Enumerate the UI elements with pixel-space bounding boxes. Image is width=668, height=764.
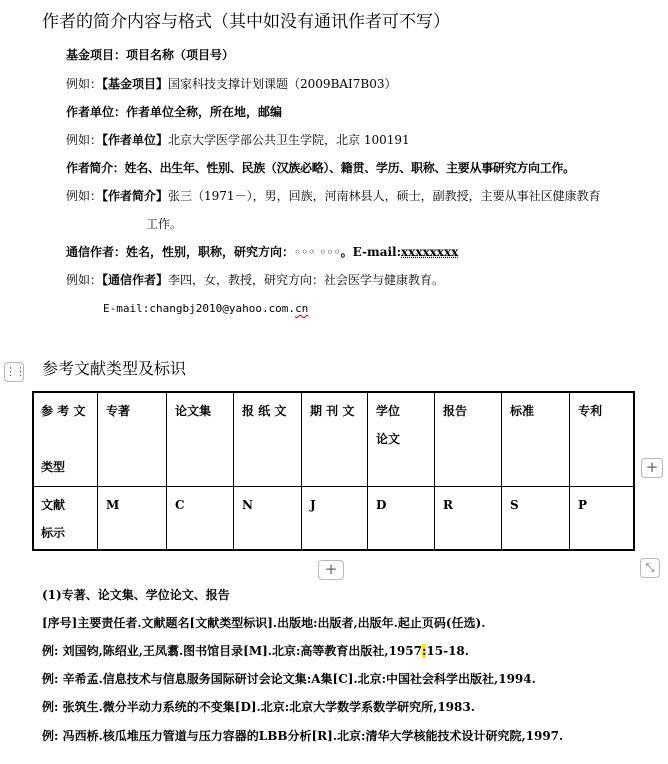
- table-cell-type-standard: 标准: [510, 404, 535, 418]
- citation-example-4: 例: 冯西桥.核瓜堆压力管道与压力容器的LBB分析[R].北京:清华大学核能技术设计研究院,1997.: [42, 729, 564, 743]
- plus-icon: +: [645, 458, 659, 476]
- table-cell-code-n: N: [242, 498, 253, 512]
- bio-example: 例如：【作者简介】张三（1971－），男，回族，河南林县人，硕士，副教授，主要从事社区健康教育: [66, 189, 601, 203]
- bio-label: 作者简介：姓名、出生年、性别、民族（汉族必略）、籍贯、学历、职称、主要从事研究方向工作。: [66, 161, 575, 175]
- corr-label: 通信作者：姓名，性别，职称，研究方向：◦◦◦ ◦◦◦。E-mail:xxxxxxxx: [66, 245, 459, 259]
- fund-example: 例如：【基金项目】国家科技支撑计划课题（2009BAI7B03）: [66, 77, 397, 91]
- corr-example: 例如：【通信作者】李四，女，教授，研究方向：社会医学与健康教育。: [66, 273, 445, 287]
- section-title-references: 参考文献类型及标识: [42, 359, 187, 378]
- citation-format: [序号]主要责任者.文献题名[文献类型标识].出版地:出版者,出版年.起止页码(任选).: [42, 616, 486, 630]
- add-row-button[interactable]: [318, 560, 344, 580]
- citation-example-3: 例: 张筑生.微分半动力系统的不变集[D].北京:北京大学数学系数学研究所,1983.: [42, 700, 475, 714]
- table-cell-type-header: 参 考 文: [41, 404, 86, 418]
- resize-icon: ⤡: [645, 561, 655, 574]
- table-cell-code-d: D: [376, 498, 387, 512]
- table-cell-code-r: R: [443, 498, 453, 512]
- add-column-button[interactable]: [641, 458, 663, 478]
- corr-email: E-mail:changbj2010@yahoo.com.cn: [103, 302, 309, 315]
- citation-example-2: 例: 辛希孟.信息技术与信息服务国际研讨会论文集:A集[C].北京:中国社会科学出版社,1994.: [42, 672, 536, 686]
- table-cell-code-c: C: [175, 498, 185, 512]
- table-cell-code-header: 文献: [41, 498, 66, 512]
- reference-type-table: [32, 391, 635, 551]
- unit-label: 作者单位：作者单位全称，所在地，邮编: [66, 105, 283, 119]
- table-cell-type-proceedings: 论文集: [175, 404, 212, 418]
- table-cell-type-header-2: 类型: [41, 460, 66, 474]
- unit-example: 例如：【作者单位】北京大学医学部公共卫生学院，北京 100191: [66, 133, 410, 147]
- citation-heading: (1)专著、论文集、学位论文、报告: [42, 588, 230, 602]
- plus-icon: +: [324, 560, 338, 578]
- citation-example-1: 例: 刘国钧,陈绍业,王凤翥.图书馆目录[M].北京:高等教育出版社,1957:15-18.: [42, 644, 469, 658]
- table-cell-code-p: P: [578, 498, 588, 512]
- table-cell-type-thesis: 学位: [376, 404, 401, 418]
- table-cell-code-header-2: 标示: [41, 526, 66, 540]
- bio-example-cont: 工作。: [146, 217, 183, 231]
- table-cell-type-monograph: 专著: [106, 404, 131, 418]
- table-resize-button[interactable]: [640, 558, 660, 578]
- fund-label: 基金项目：项目名称（项目号）: [66, 48, 235, 62]
- table-cell-type-journal: 期 刊 文: [310, 404, 355, 418]
- table-cell-code-s: S: [510, 498, 519, 512]
- table-cell-code-m: M: [106, 498, 120, 512]
- table-cell-type-patent: 专利: [578, 404, 603, 418]
- table-cell-code-j: J: [310, 498, 316, 512]
- table-cell-type-report: 报告: [443, 404, 468, 418]
- table-cell-type-thesis-2: 论文: [376, 432, 401, 446]
- table-cell-type-newspaper: 报 纸 文: [242, 404, 287, 418]
- section-title-author: 作者的简介内容与格式（其中如没有通讯作者可不写）: [42, 12, 450, 32]
- grip-dots-icon[interactable]: ⋮⋮: [4, 362, 24, 382]
